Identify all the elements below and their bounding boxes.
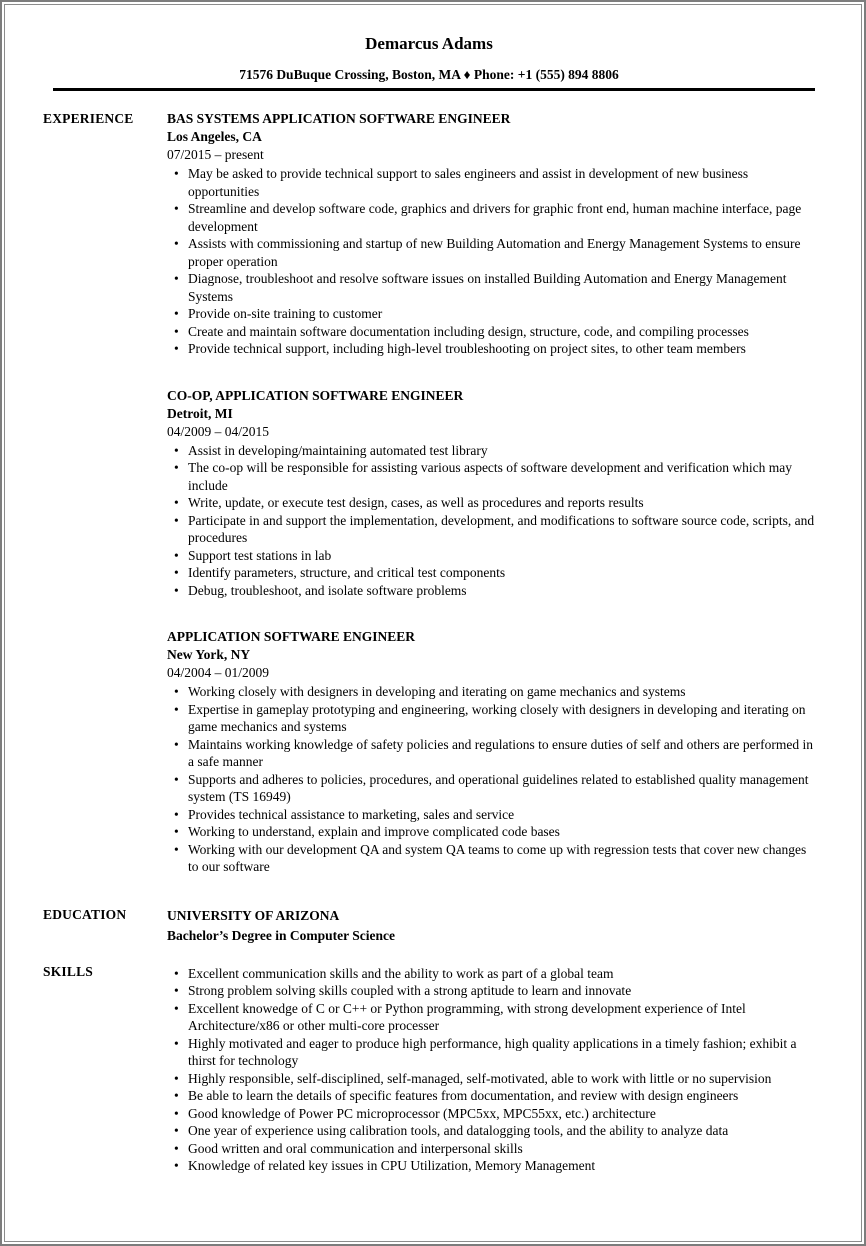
bullet-item: • Support test stations in lab (167, 547, 815, 565)
contact-line: 71576 DuBuque Crossing, Boston, MA ♦ Phone: +1 (555) 894 8806 (239, 67, 619, 82)
bullet-item: • Good knowledge of Power PC microprocessor (MPC5xx, MPC55xx, etc.) architecture (167, 1105, 815, 1123)
experience-content (167, 110, 815, 906)
candidate-name: Demarcus Adams (365, 34, 493, 53)
bullet-item: • May be asked to provide technical support to sales engineers and assist in development of new business opportunities (167, 165, 815, 200)
bullet-item: • Assist in developing/maintaining automated test library (167, 442, 815, 460)
job-title: BAS SYSTEMS APPLICATION SOFTWARE ENGINEER (167, 111, 511, 126)
bullet-item: • Working to understand, explain and improve complicated code bases (167, 823, 815, 841)
header-divider (53, 88, 815, 91)
job-entry (167, 628, 815, 876)
skills-content (167, 963, 815, 1175)
bullet-item: • Working with our development QA and system QA teams to come up with regression tests that cover new changes to our software (167, 841, 815, 876)
job-entry (167, 387, 815, 600)
bullet-item: • Highly motivated and eager to produce high performance, high quality applications in a timely fashion; exhibit a thirst for technology (167, 1035, 815, 1070)
job-bullet-list (167, 165, 815, 358)
bullet-item: • Provide on-site training to customer (167, 305, 815, 323)
bullet-item: • Maintains working knowledge of safety policies and regulations to ensure duties of self and others are performed in a safe manner (167, 736, 815, 771)
bullet-item: • The co-op will be responsible for assisting various aspects of software development and verification which may include (167, 459, 815, 494)
job-entry (167, 110, 815, 358)
resume-header (43, 33, 815, 91)
bullet-item: • Highly responsible, self-disciplined, self-managed, self-motivated, able to work with little or no supervision (167, 1070, 815, 1088)
bullet-item: • Identify parameters, structure, and critical test components (167, 564, 815, 582)
bullet-item: • Debug, troubleshoot, and isolate software problems (167, 582, 815, 600)
skills-section (43, 963, 815, 1175)
job-dates: 04/2004 – 01/2009 (167, 665, 270, 680)
job-bullet-list (167, 442, 815, 600)
bullet-item: • Provides technical assistance to marketing, sales and service (167, 806, 815, 824)
skills-bullet-list (167, 965, 815, 1175)
job-location: New York, NY (167, 647, 251, 662)
education-section (43, 906, 815, 945)
bullet-item: • Excellent knowedge of C or C++ or Python programming, with strong development experience of Intel Architecture/x86 or other multi-core processer (167, 1000, 815, 1035)
bullet-item: • Create and maintain software documentation including design, structure, code, and compiling processes (167, 323, 815, 341)
job-location: Detroit, MI (167, 405, 233, 421)
bullet-item: • Working closely with designers in developing and iterating on game mechanics and systems (167, 683, 815, 701)
page-border-inner (4, 4, 862, 1242)
job-location: Los Angeles, CA (167, 129, 262, 144)
job-bullet-list (167, 683, 815, 876)
experience-section (43, 110, 815, 906)
section-label-education: EDUCATION (43, 906, 127, 922)
bullet-item: • Excellent communication skills and the ability to work as part of a global team (167, 965, 815, 983)
bullet-item: • Knowledge of related key issues in CPU Utilization, Memory Management (167, 1157, 815, 1175)
education-degree: Bachelor’s Degree in Computer Science (167, 927, 395, 943)
section-label-skills: SKILLS (43, 963, 93, 979)
bullet-item: • Diagnose, troubleshoot and resolve software issues on installed Building Automation and Energy Management Systems (167, 270, 815, 305)
bullet-item: • Good written and oral communication and interpersonal skills (167, 1140, 815, 1158)
bullet-item: • One year of experience using calibration tools, and datalogging tools, and the ability to analyze data (167, 1122, 815, 1140)
section-label-experience: EXPERIENCE (43, 111, 134, 126)
education-content (167, 906, 815, 945)
job-dates: 07/2015 – present (167, 147, 264, 162)
bullet-item: • Strong problem solving skills coupled with a strong aptitude to learn and innovate (167, 982, 815, 1000)
education-school: UNIVERSITY OF ARIZONA (167, 907, 340, 923)
bullet-item: • Assists with commissioning and startup of new Building Automation and Energy Management Systems to ensure proper operation (167, 235, 815, 270)
bullet-item: • Streamline and develop software code, graphics and drivers for graphic front end, human machine interface, page development (167, 200, 815, 235)
job-dates: 04/2009 – 04/2015 (167, 423, 270, 439)
job-title: CO-OP, APPLICATION SOFTWARE ENGINEER (167, 387, 464, 403)
bullet-item: • Participate in and support the implementation, development, and modifications to software source code, scripts, and procedures (167, 512, 815, 547)
bullet-item: • Expertise in gameplay prototyping and engineering, working closely with designers in developing and iterating on game mechanics and systems (167, 701, 815, 736)
bullet-item: • Supports and adheres to policies, procedures, and operational guidelines related to established quality management system (TS 16949) (167, 771, 815, 806)
bullet-item: • Be able to learn the details of specific features from documentation, and review with design engineers (167, 1087, 815, 1105)
bullet-item: • Provide technical support, including high-level troubleshooting on project sites, to other team members (167, 340, 815, 358)
job-title: APPLICATION SOFTWARE ENGINEER (167, 629, 416, 644)
bullet-item: • Write, update, or execute test design, cases, as well as procedures and reports results (167, 494, 815, 512)
